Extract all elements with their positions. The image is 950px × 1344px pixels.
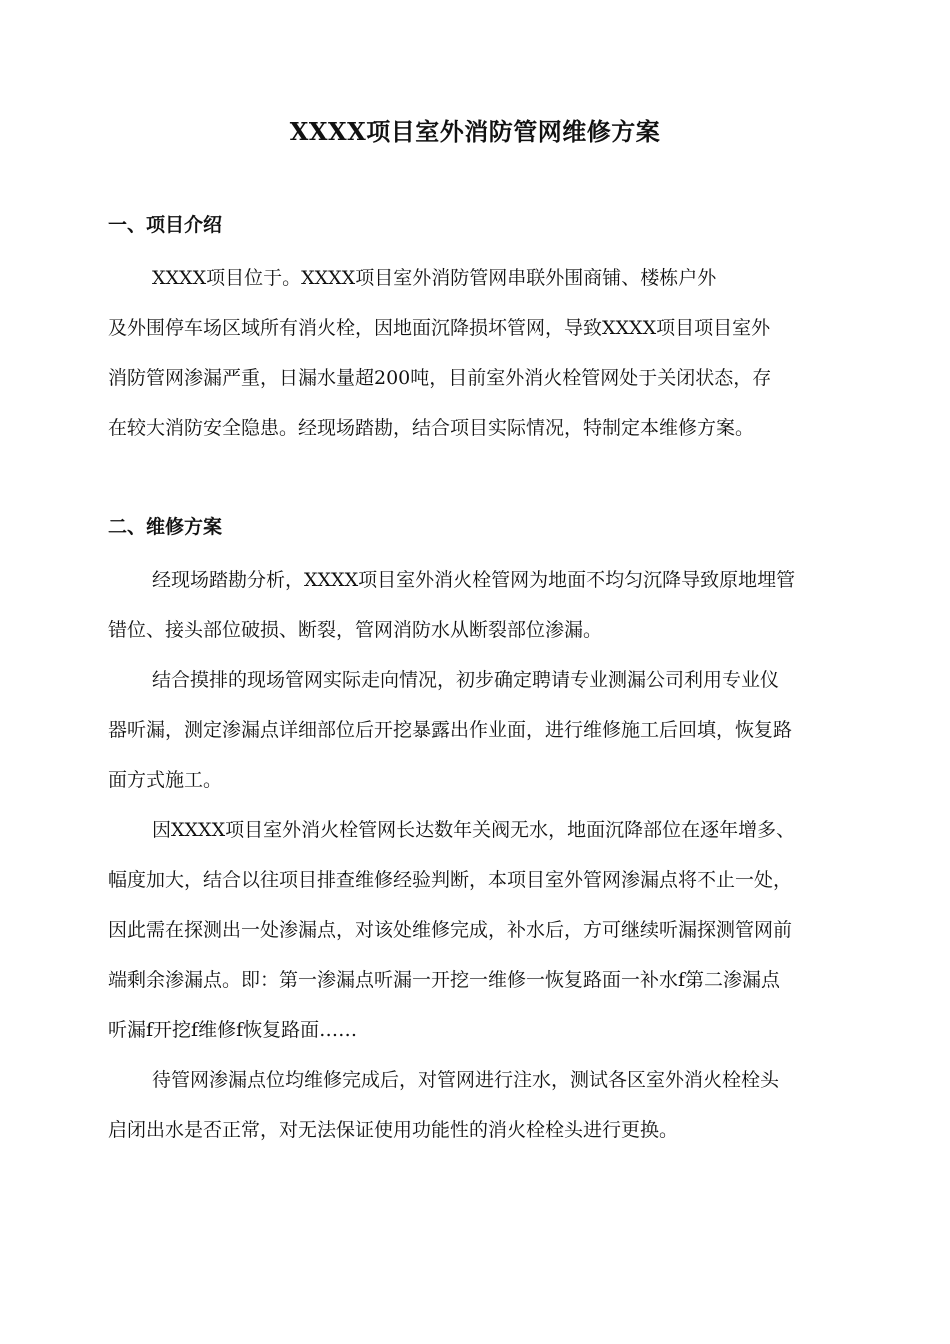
text-line: 在较大消防安全隐患。经现场踏勘，结合项目实际情况，特制定本维修方案。	[108, 417, 755, 439]
section-heading-project-intro: 一、项目介绍	[108, 214, 223, 236]
text-line: 器听漏，测定渗漏点详细部位后开挖暴露出作业面，进行维修施工后回填，恢复路	[108, 719, 793, 741]
text-line: 面方式施工。	[108, 769, 223, 791]
document-title: XXXX项目室外消防管网维修方案	[289, 117, 661, 146]
text-line: 端剩余渗漏点。即：第一渗漏点听漏一开挖一维修一恢复路面一补水f第二渗漏点	[108, 969, 781, 991]
text-line: 消防管网渗漏严重，日漏水量超200吨，目前室外消火栓管网处于关闭状态，存	[108, 367, 772, 389]
text-line: 及外围停车场区域所有消火栓，因地面沉降损坏管网，导致XXXX项目项目室外	[108, 317, 771, 339]
section-heading-repair-plan: 二、维修方案	[108, 516, 223, 538]
text-line: 听漏f开挖f维修f恢复路面……	[108, 1019, 358, 1041]
text-line: 经现场踏勘分析，XXXX项目室外消火栓管网为地面不均匀沉降导致原地埋管	[152, 569, 796, 591]
text-line: 错位、接头部位破损、断裂，管网消防水从断裂部位渗漏。	[108, 619, 603, 641]
text-line: 启闭出水是否正常，对无法保证使用功能性的消火栓栓头进行更换。	[108, 1119, 679, 1141]
text-line: 结合摸排的现场管网实际走向情况，初步确定聘请专业测漏公司利用专业仪	[152, 669, 780, 691]
text-line: 幅度加大，结合以往项目排查维修经验判断，本项目室外管网渗漏点将不止一处，	[108, 869, 793, 891]
text-line: 因XXXX项目室外消火栓管网长达数年关阀无水，地面沉降部位在逐年增多、	[152, 819, 796, 841]
text-line: 因此需在探测出一处渗漏点，对该处维修完成，补水后，方可继续听漏探测管网前	[108, 919, 793, 941]
text-line: 待管网渗漏点位均维修完成后，对管网进行注水，测试各区室外消火栓栓头	[152, 1069, 780, 1091]
text-line: XXXX项目位于。XXXX项目室外消防管网串联外围商铺、楼栋户外	[152, 267, 717, 289]
